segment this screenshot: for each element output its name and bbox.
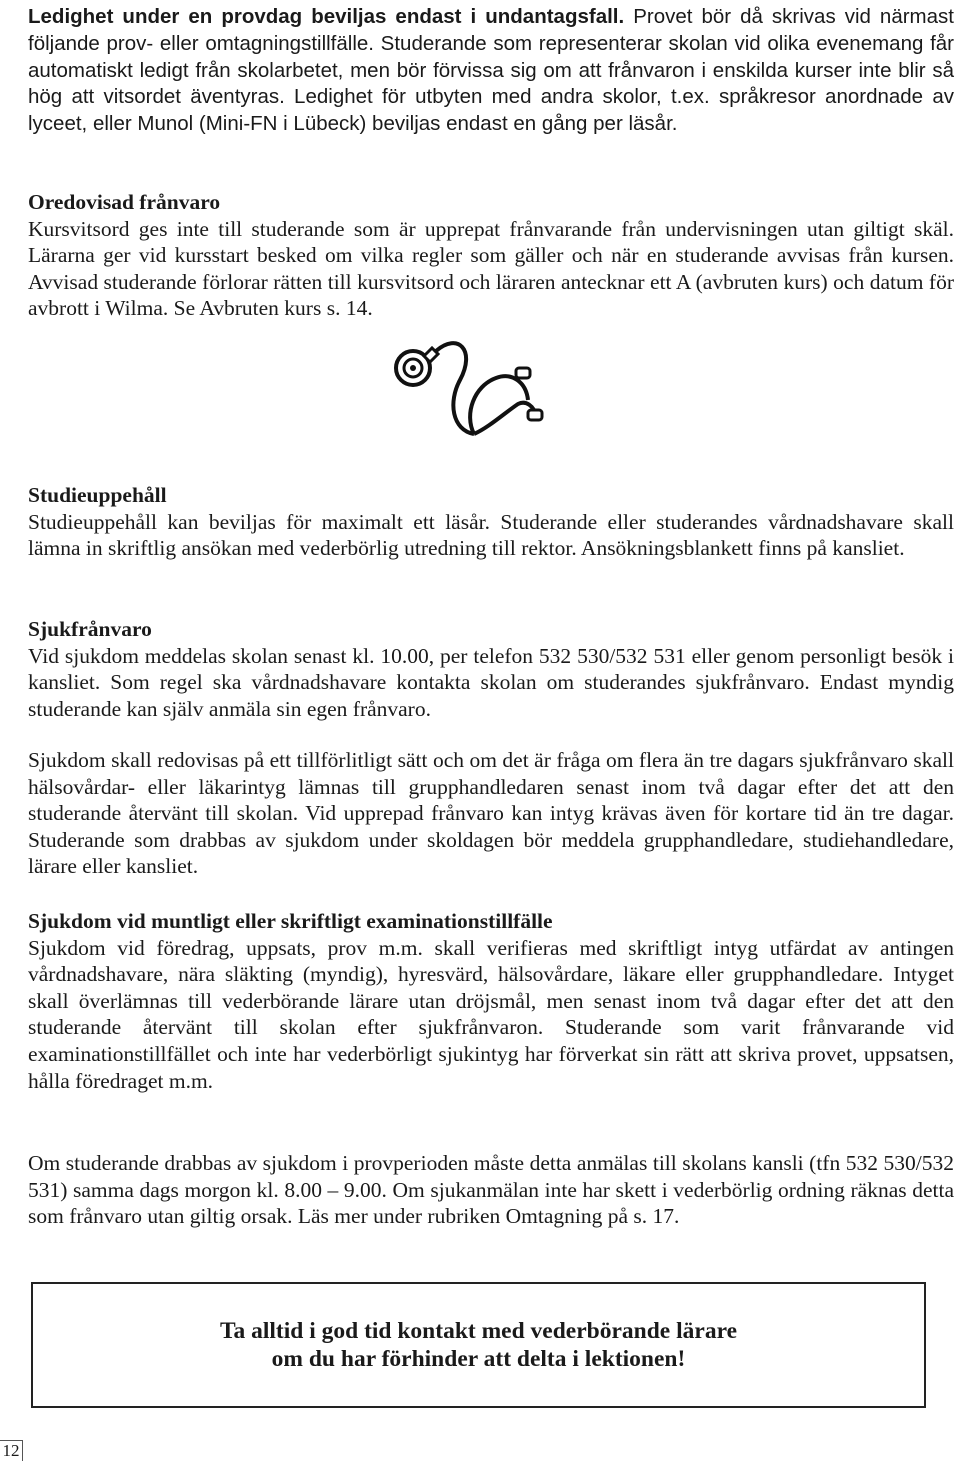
paragraph-provperiod: Om studerande drabbas av sjukdom i provperioden måste detta anmälas till skolans kansli (tfn 532 530/532 531) samma dags morgon kl. 8.00 – 9.00. Om sjukanmälan inte har skett i vederbörlig ordning räknas detta som frånvaro utan giltig orsak. Läs mer under rubriken Omtagning på s. 17.: [28, 1151, 954, 1229]
heading-oredovisad: Oredovisad frånvaro: [28, 190, 221, 214]
notice-text: [33, 1317, 924, 1373]
page-number: 12: [0, 1440, 23, 1461]
section-oredovisad: [28, 189, 954, 322]
body-studieuppehall: Studieuppehåll kan beviljas för maximalt ett läsår. Studerande eller studerandes vårdnadshavare skall lämna in skriftlig ansökan med vederbörlig utredning till rektor. Ansökningsblankett finns på kansliet.: [28, 509, 954, 561]
heading-studieuppehall: Studieuppehåll: [28, 483, 167, 507]
section-examination: [28, 908, 954, 1094]
heading-sjukfranvaro: Sjukfrånvaro: [28, 617, 152, 641]
section-studieuppehall: [28, 482, 954, 562]
notice-line-1: Ta alltid i god tid kontakt med vederbörande lärare: [219, 1318, 738, 1344]
notice-box: [31, 1282, 926, 1408]
paragraph-sjukdom: Sjukdom skall redovisas på ett tillförlitligt sätt och om det är fråga om flera än tre dagars sjukfrånvaro skall hälsovårdar- eller läkarintyg lämnas till grupphandledaren senast inom två dagar efter det att den studerande återvänt till skolan. Vid upprepad frånvaro kan intyg krävas även för kortare tid än tre dagar. Studerande som drabbas av sjukdom under skoldagen bör meddela grupphandledare, studiehandledare, lärare eller kansliet.: [28, 748, 954, 879]
body-examination: Sjukdom vid föredrag, uppsats, prov m.m. skall verifieras med skriftligt intyg utfärdat av antingen vårdnadshavare, nära släkting (myndig), hyresvärd, hälsovårdare, läkare eller grupphandledare. Intyget skall överlämnas till vederbörande lärare utan dröjsmål, men senast inom två dagar efter det att den studerande återvänt till skolan efter sjukfrånvaron. Studerande som varit frånvarande vid examinationstillfället och inte har vederbörligt sjukintyg har förverkat sin rätt att skriva provet, uppsatsen, hålla föredraget m.m.: [28, 935, 954, 1093]
stethoscope-icon: [388, 330, 548, 445]
heading-examination: Sjukdom vid muntligt eller skriftligt examinationstillfälle: [28, 909, 553, 933]
body-oredovisad: Kursvitsord ges inte till studerande som är upprepat frånvarande från undervisningen utan giltigt skäl. Lärarna ger vid kursstart besked om vilka regler som gäller och när en studerande avvisas från kursen. Avvisad studerande förlorar rätten till kursvitsord och läraren antecknar ett A (avbruten kurs) och datum för avbrott i Wilma. Se Avbruten kurs s. 14.: [28, 216, 954, 321]
paragraph-leave: [28, 4, 954, 138]
body-sjukfranvaro: Vid sjukdom meddelas skolan senast kl. 10.00, per telefon 532 530/532 531 eller genom personligt besök i kansliet. Som regel ska vårdnadshavare kontakta skolan om studerandes sjukfrånvaro. Endast myndig studerande kan själv anmäla sin egen frånvaro.: [28, 643, 954, 721]
section-sjukfranvaro: [28, 616, 954, 722]
leave-text: Provet bör då skrivas vid närmast följande prov- eller omtagningstillfälle. Studerande som representerar skolan vid olika evenemang får automatiskt ledigt från skolarbetet, men bör förvissa sig om att frånvaron i enskilda kurser inte blir så hög att vitsordet äventyras. Ledighet för utbyten med andra skolor, t.ex. språkresor anordnade av lyceet, eller Munol (Mini-FN i Lübeck) beviljas endast en gång per läsår.: [28, 5, 954, 136]
leave-lead: Ledighet under en provdag beviljas endast i undantagsfall.: [28, 5, 625, 28]
notice-line-2: om du har förhinder att delta i lektionen!: [271, 1346, 686, 1372]
